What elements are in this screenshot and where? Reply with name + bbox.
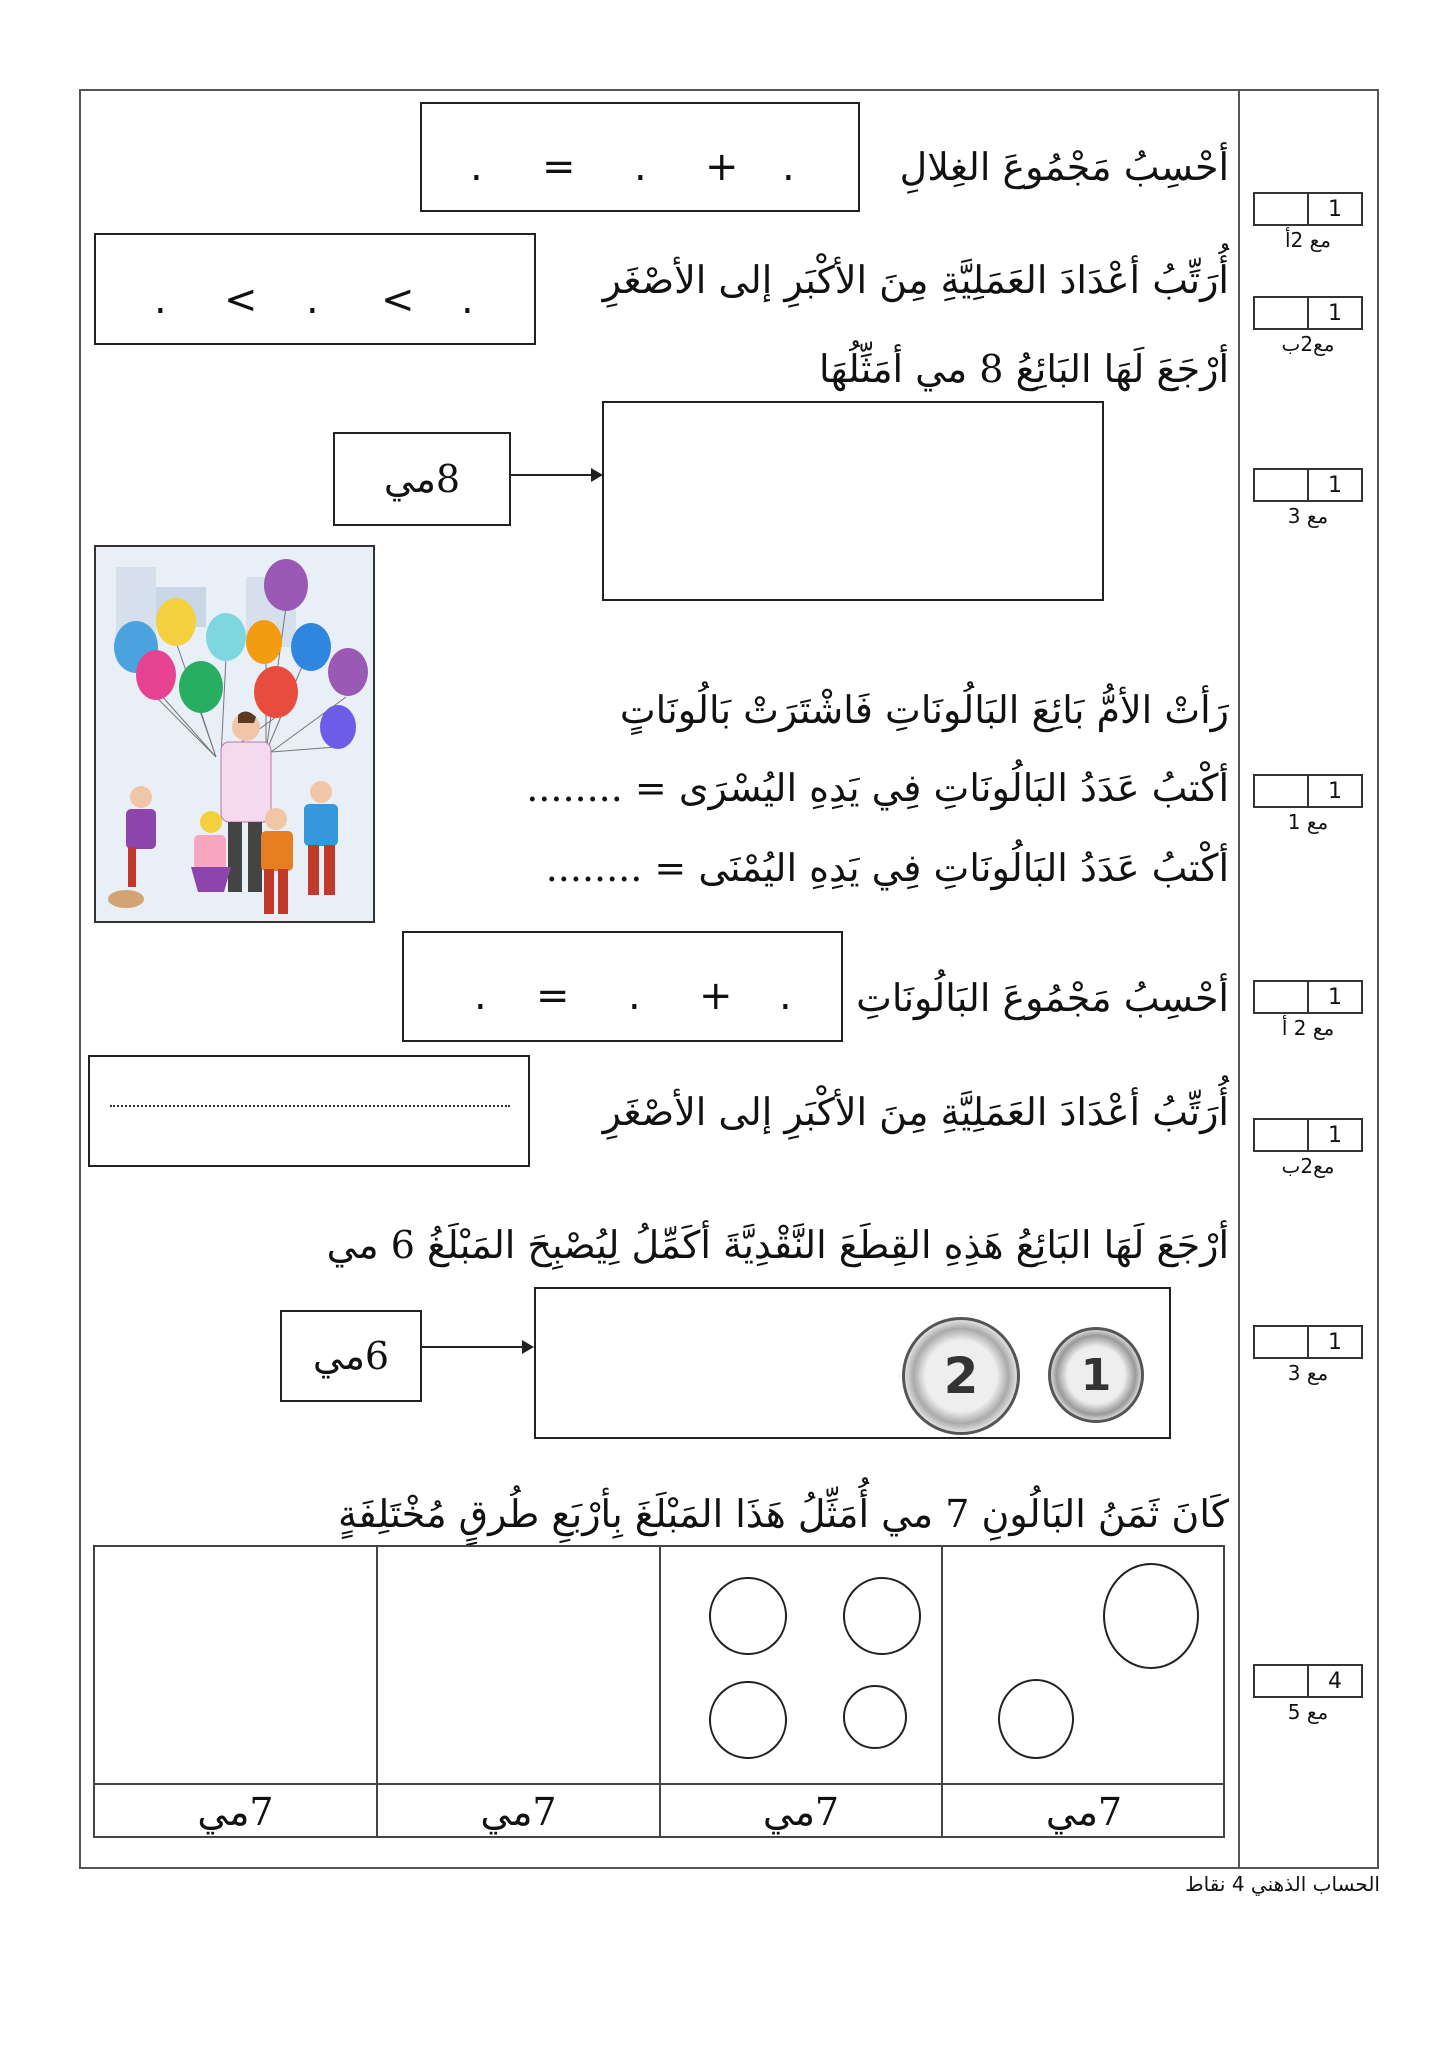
q1-equals: = — [542, 144, 576, 190]
way-4-label: 7مي — [197, 1789, 274, 1834]
q1-text: أحْسِبُ مَجْمُوعَ الغِلالِ — [899, 145, 1229, 189]
score-label: مع 3 — [1287, 1361, 1329, 1385]
score-box[interactable]: 1 — [1253, 296, 1363, 330]
q7-coins-box[interactable] — [534, 1287, 1171, 1439]
q7-arrow-icon — [422, 1346, 532, 1348]
score-label: مع 1 — [1287, 810, 1329, 834]
q6-answer-box[interactable] — [88, 1055, 530, 1167]
q1-dot2: . — [634, 144, 647, 190]
coin-placeholder-circle — [1103, 1563, 1199, 1669]
balloon-seller-illustration — [94, 545, 375, 923]
q3-drawing-box[interactable] — [602, 401, 1104, 601]
way-3-cell[interactable] — [378, 1547, 659, 1783]
q8-text: كَانَ ثَمَنُ البَالُونِ 7 مي أُمَثِّلُ هَذَا المَبْلَغَ بِأرْبَعِ طُرقٍ مُخْتَلِفَةٍ — [338, 1492, 1229, 1536]
score-label: مع2ب — [1281, 332, 1335, 356]
q5-dot1: . — [779, 973, 792, 1019]
way-2-cell[interactable] — [661, 1547, 941, 1783]
coin-placeholder-circle — [709, 1681, 787, 1759]
q5-equals: = — [536, 973, 570, 1019]
score-box[interactable]: 1 — [1253, 774, 1363, 808]
q5-dot3: . — [474, 973, 487, 1019]
q2-dot2: . — [306, 277, 319, 323]
way-1-cell[interactable] — [943, 1547, 1225, 1783]
q3-amount-box — [333, 432, 511, 526]
q2-sign2: < — [224, 277, 258, 323]
q2-dot3: . — [154, 277, 167, 323]
score-column-divider — [1238, 89, 1240, 1869]
q4-right-hand: أكْتبُ عَدَدُ البَالُونَاتِ فِي يَدِهِ اليُمْنَى = ........ — [545, 846, 1229, 890]
footer-note: الحساب الذهني 4 نقاط — [1185, 1872, 1380, 1896]
coin-placeholder-circle — [843, 1685, 907, 1749]
coin-placeholder-circle — [843, 1577, 921, 1655]
coin-placeholder-circle — [709, 1577, 787, 1655]
score-label: مع 2أ — [1284, 228, 1331, 252]
q7-amount: 6مي — [312, 1334, 390, 1378]
q1-dot1: . — [782, 144, 795, 190]
q1-dot3: . — [470, 144, 483, 190]
q5-dot2: . — [628, 973, 641, 1019]
q7-text: أرْجَعَ لَهَا البَائِعُ هَذِهِ القِطَعَ النَّقْدِيَّةَ أكَمِّلُ لِيُصْبِحَ المَبْلَغُ 6 مي — [326, 1223, 1229, 1267]
coin-1-icon: 1 — [1048, 1327, 1144, 1423]
score-box[interactable]: 1 — [1253, 468, 1363, 502]
q1-answer-box[interactable] — [420, 102, 860, 212]
score-box[interactable]: 1 — [1253, 192, 1363, 226]
score-label: مع 3 — [1287, 504, 1329, 528]
score-label: مع 2 أ — [1281, 1016, 1335, 1040]
q2-dot1: . — [461, 277, 474, 323]
q4-intro: رَأتْ الأمُّ بَائِعَ البَالُونَاتِ فَاشْتَرَتْ بَالُونَاتٍ — [619, 688, 1229, 732]
q7-amount-box — [280, 1310, 422, 1402]
q4-left-hand: أكْتبُ عَدَدُ البَالُونَاتِ فِي يَدِهِ اليُسْرَى = ........ — [526, 766, 1229, 810]
way-4-cell[interactable] — [95, 1547, 376, 1783]
q6-text: أُرَتِّبُ أعْدَادَ العَمَلِيَّةِ مِنَ الأكْبَرِ إلى الأصْغَرِ — [602, 1090, 1229, 1134]
way-2-label: 7مي — [762, 1789, 840, 1834]
score-label: مع2ب — [1281, 1154, 1335, 1178]
q3-amount: 8مي — [383, 457, 461, 501]
coin-2-icon: 2 — [902, 1317, 1020, 1435]
q6-dotted-line — [110, 1105, 510, 1107]
q5-plus: + — [699, 973, 733, 1019]
q2-sign1: < — [381, 277, 415, 323]
q5-text: أحْسِبُ مَجْمُوعَ البَالُونَاتِ — [856, 976, 1229, 1020]
q5-answer-box[interactable] — [402, 931, 843, 1042]
coin-placeholder-circle — [998, 1679, 1074, 1759]
score-label: مع 5 — [1287, 1700, 1329, 1724]
score-box[interactable]: 4 — [1253, 1664, 1363, 1698]
score-box[interactable]: 1 — [1253, 1325, 1363, 1359]
score-box[interactable]: 1 — [1253, 1118, 1363, 1152]
way-3-label: 7مي — [480, 1789, 557, 1834]
way-1-label: 7مي — [1045, 1789, 1123, 1834]
q2-answer-box[interactable] — [94, 233, 536, 345]
q3-text: أرْجَعَ لَهَا البَائِعُ 8 مي أمَثِّلُهَا — [819, 347, 1229, 391]
q3-arrow-icon — [511, 474, 601, 476]
q2-text: أُرَتِّبُ أعْدَادَ العَمَلِيَّةِ مِنَ الأكْبَرِ إلى الأصْغَرِ — [602, 258, 1229, 302]
score-box[interactable]: 1 — [1253, 980, 1363, 1014]
q1-plus: + — [705, 144, 739, 190]
q8-representation-grid — [93, 1545, 1225, 1838]
